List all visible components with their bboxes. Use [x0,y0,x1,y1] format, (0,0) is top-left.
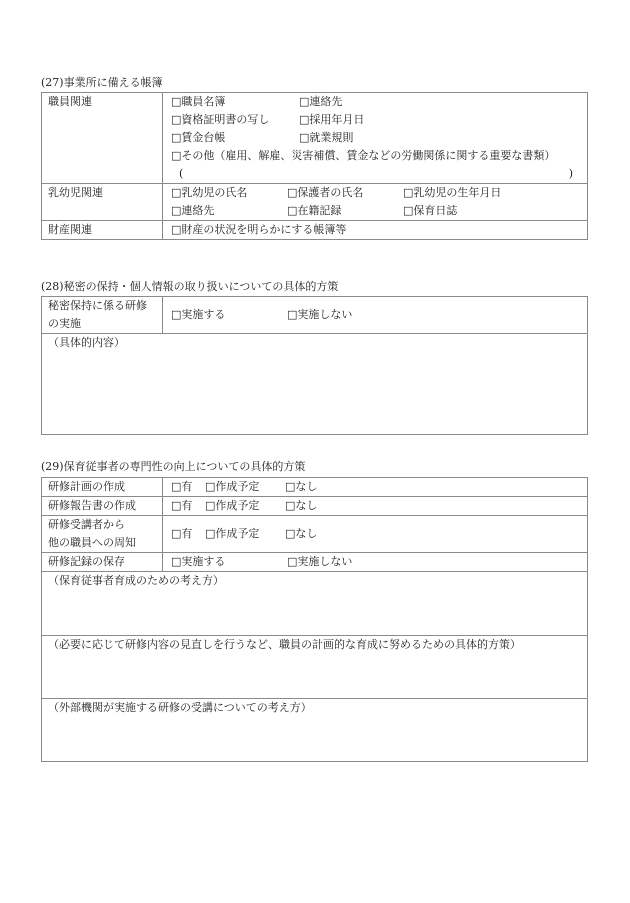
checkbox-hire-date[interactable]: □採用年月日 [299,113,365,126]
checkbox-none[interactable]: □なし [285,499,318,512]
infant-items [163,184,588,221]
training-plan-row [42,478,588,497]
label-line-2: の実施 [48,317,81,330]
planned-development-field[interactable] [42,636,588,699]
planned-development-row [42,636,588,699]
staff-items [163,93,588,184]
confidentiality-table [41,296,588,435]
checkbox-staff-other[interactable]: □その他（雇用、解雇、災害補償、賃金などの労働関係に関する重要な書類） [171,149,556,162]
checkbox-property-ledger[interactable]: □財産の状況を明らかにする帳簿等 [171,223,347,236]
checkbox-none[interactable]: □なし [285,480,318,493]
checkbox-planned[interactable]: □作成予定 [205,480,260,493]
checkbox-qualification-copy[interactable]: □資格証明書の写し [171,113,270,126]
infant-row [42,184,588,221]
paren-open: ( [179,167,184,180]
training-record-options [163,553,588,572]
property-label: 財産関連 [42,221,163,240]
confidentiality-options [163,297,588,334]
other-input-field[interactable] [171,165,587,183]
free-label: （保育従事者育成のための考え方） [48,574,224,587]
label-line-1: 研修受講者から [48,518,125,531]
paren-close: ) [568,167,573,180]
section-29-title: (29)保育従事者の専門性の向上についての具体的方策 [41,460,306,473]
checkbox-implement[interactable]: □実施する [171,555,226,568]
confidentiality-training-row [42,297,588,334]
confidentiality-detail-field[interactable] [42,334,588,435]
detail-label: （具体的内容） [48,336,125,349]
free-label: （必要に応じて研修内容の見直しを行うなど、職員の計画的な育成に努めるための具体的方策） [48,638,521,651]
checkbox-work-rules[interactable]: □就業規則 [299,131,354,144]
training-share-row [42,516,588,553]
checkbox-staff-roster[interactable]: □職員名簿 [171,95,226,108]
checkbox-yes[interactable]: □有 [171,527,193,540]
external-training-field[interactable] [42,699,588,762]
training-share-label [42,516,163,553]
checkbox-implement[interactable]: □実施する [171,308,226,321]
checkbox-yes[interactable]: □有 [171,499,193,512]
free-label: （外部機関が実施する研修の受講についての考え方） [48,701,312,714]
training-share-options [163,516,588,553]
training-report-label: 研修報告書の作成 [42,497,163,516]
section-27-title: (27)事業所に備える帳簿 [41,76,163,89]
expertise-table [41,477,588,762]
checkbox-yes[interactable]: □有 [171,480,193,493]
checkbox-enrollment-record[interactable]: □在籍記録 [287,204,342,217]
label-line-2: 他の職員への周知 [48,536,136,549]
development-philosophy-row [42,572,588,636]
checkbox-none[interactable]: □なし [285,527,318,540]
ledger-table [41,92,588,240]
training-plan-label: 研修計画の作成 [42,478,163,497]
checkbox-not-implement[interactable]: □実施しない [287,308,353,321]
training-record-label: 研修記録の保存 [42,553,163,572]
property-items [163,221,588,240]
section-28-title: (28)秘密の保持・個人情報の取り扱いについての具体的方策 [41,280,339,293]
checkbox-not-implement[interactable]: □実施しない [287,555,353,568]
label-line-1: 秘密保持に係る研修 [48,299,147,312]
training-plan-options [163,478,588,497]
development-philosophy-field[interactable] [42,572,588,636]
training-report-row [42,497,588,516]
checkbox-childcare-diary[interactable]: □保育日誌 [403,204,458,217]
checkbox-planned[interactable]: □作成予定 [205,499,260,512]
confidentiality-training-label [42,297,163,334]
checkbox-guardian-name[interactable]: □保護者の氏名 [287,186,364,199]
infant-label: 乳幼児関連 [42,184,163,221]
confidentiality-detail-row [42,334,588,435]
training-record-row [42,553,588,572]
checkbox-staff-contact[interactable]: □連絡先 [299,95,343,108]
staff-label: 職員関連 [42,93,163,184]
checkbox-planned[interactable]: □作成予定 [205,527,260,540]
checkbox-infant-contact[interactable]: □連絡先 [171,204,215,217]
checkbox-infant-name[interactable]: □乳幼児の氏名 [171,186,248,199]
training-report-options [163,497,588,516]
checkbox-infant-birthdate[interactable]: □乳幼児の生年月日 [403,186,502,199]
staff-row [42,93,588,184]
property-row [42,221,588,240]
external-training-row [42,699,588,762]
checkbox-wage-ledger[interactable]: □賃金台帳 [171,131,226,144]
